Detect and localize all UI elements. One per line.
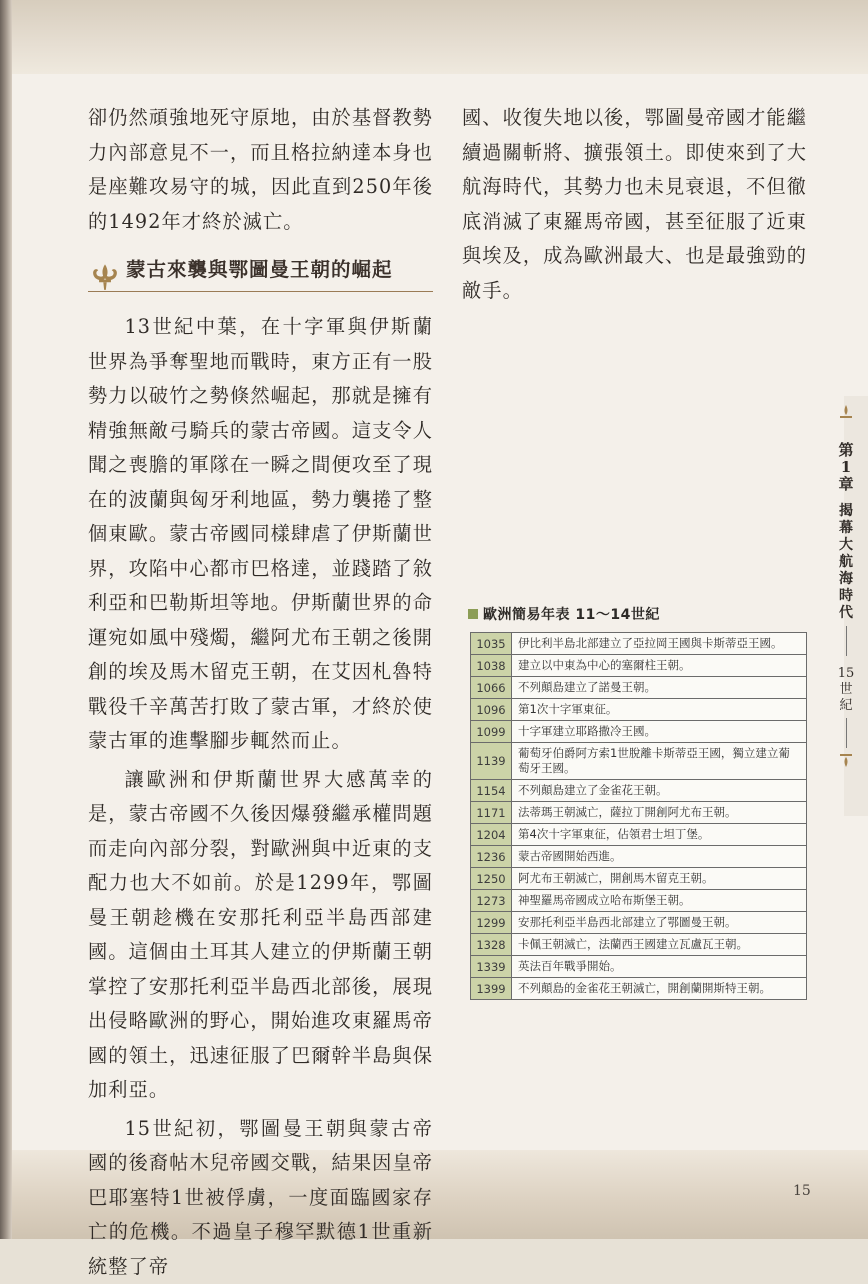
timeline-event: 伊比利半島北部建立了亞拉岡王國與卡斯蒂亞王國。 [512, 633, 807, 655]
section-heading [88, 253, 433, 292]
chapter-side-tab [831, 404, 861, 768]
timeline-year: 1139 [471, 743, 512, 780]
timeline-row [471, 956, 807, 978]
timeline-event: 不列顛島建立了金雀花王朝。 [512, 780, 807, 802]
timeline-year: 1099 [471, 721, 512, 743]
timeline-year: 1236 [471, 846, 512, 868]
timeline-row [471, 978, 807, 1000]
body-paragraph-2: 讓歐洲和伊斯蘭世界大感萬幸的是，蒙古帝國不久後因爆發繼承權問題而走向內部分裂，對歐洲與中近東的支配力也大不如前。於是1299年，鄂圖曼王朝趁機在安那托利亞半島西部建國。這個由土耳其人建立的伊斯蘭王朝掌控了安那托利亞半島西北部後，展現出侵略歐洲的野心，開始進攻東羅馬帝國的領土，迅速征服了巴爾幹半島與保加利亞。 [88, 763, 433, 1108]
timeline-row [471, 677, 807, 699]
timeline-year: 1299 [471, 912, 512, 934]
timeline-row [471, 699, 807, 721]
timeline-year: 1096 [471, 699, 512, 721]
timeline-row [471, 780, 807, 802]
chapter-number: 第 1 章 [831, 442, 861, 493]
timeline-row [471, 868, 807, 890]
timeline-year: 1171 [471, 802, 512, 824]
ornament-icon [839, 752, 853, 768]
fleur-de-lis-icon [88, 261, 122, 295]
timeline-year: 1339 [471, 956, 512, 978]
scan-top-margin [0, 0, 868, 74]
timeline-row [471, 802, 807, 824]
timeline-event: 不列顛島建立了諾曼王朝。 [512, 677, 807, 699]
timeline-row [471, 824, 807, 846]
page-number: 15 [793, 1183, 811, 1199]
timeline-event: 神聖羅馬帝國成立哈布斯堡王朝。 [512, 890, 807, 912]
timeline-event: 第1次十字軍東征。 [512, 699, 807, 721]
timeline-event: 安那托利亞半島西北部建立了鄂圖曼王朝。 [512, 912, 807, 934]
timeline-event: 阿尤布王朝滅亡，開創馬木留克王朝。 [512, 868, 807, 890]
timeline-row [471, 721, 807, 743]
right-text-column [462, 101, 807, 308]
chapter-era: 15 世 紀 [831, 666, 861, 714]
timeline-event: 第4次十字軍東征，佔領君士坦丁堡。 [512, 824, 807, 846]
timeline-event: 蒙古帝國開始西進。 [512, 846, 807, 868]
timeline-year: 1273 [471, 890, 512, 912]
timeline-year: 1154 [471, 780, 512, 802]
timeline-row [471, 890, 807, 912]
timeline-year: 1035 [471, 633, 512, 655]
timeline-year: 1204 [471, 824, 512, 846]
timeline-event: 不列顛島的金雀花王朝滅亡，開創蘭開斯特王朝。 [512, 978, 807, 1000]
timeline-table [470, 632, 807, 1000]
timeline-event: 卡佩王朝滅亡，法蘭西王國建立瓦盧瓦王朝。 [512, 934, 807, 956]
left-text-column [88, 101, 433, 1284]
timeline-row [471, 633, 807, 655]
body-paragraph-1: 13世紀中葉，在十字軍與伊斯蘭世界為爭奪聖地而戰時，東方正有一股勢力以破竹之勢倏然崛起，那就是擁有精強無敵弓騎兵的蒙古帝國。這支令人聞之喪膽的軍隊在一瞬之間便攻至了現在的波蘭與匈牙利地區，勢力襲捲了整個東歐。蒙古帝國同樣肆虐了伊斯蘭世界，攻陷中心都市巴格達，並踐踏了敘利亞和巴勒斯坦等地。伊斯蘭世界的命運宛如風中殘燭，繼阿尤布王朝之後開創的埃及馬木留克王朝，在艾因札魯特戰役千辛萬苦打敗了蒙古軍，才終於使蒙古軍的進擊腳步輒然而止。 [88, 310, 433, 759]
timeline-row [471, 655, 807, 677]
timeline-row [471, 743, 807, 780]
book-spine-shadow [0, 0, 12, 1239]
section-title: 蒙古來襲與鄂圖曼王朝的崛起 [126, 253, 393, 292]
timeline-title: 歐洲簡易年表 11～14世紀 [468, 604, 660, 624]
timeline-year: 1250 [471, 868, 512, 890]
chapter-subtitle: 揭 幕 大 航 海 時 代 [831, 503, 861, 622]
timeline-year: 1066 [471, 677, 512, 699]
continued-paragraph: 卻仍然頑強地死守原地，由於基督教勢力內部意見不一，而且格拉納達本身也是座難攻易守的城，因此直到250年後的1492年才終於滅亡。 [88, 101, 433, 239]
timeline-year: 1328 [471, 934, 512, 956]
body-paragraph-3: 15世紀初，鄂圖曼王朝與蒙古帝國的後裔帖木兒帝國交戰，結果因皇帝巴耶塞特1世被俘虜，一度面臨國家存亡的危機。不過皇子穆罕默德1世重新統整了帝 [88, 1112, 433, 1284]
timeline-event: 建立以中東為中心的塞爾柱王朝。 [512, 655, 807, 677]
timeline-row [471, 846, 807, 868]
continued-paragraph-right: 國、收復失地以後，鄂圖曼帝國才能繼續過關斬將、擴張領土。即使來到了大航海時代，其勢力也未見衰退，不但徹底消滅了東羅馬帝國，甚至征服了近東與埃及，成為歐洲最大、也是最強勁的敵手。 [462, 101, 807, 308]
timeline-event: 十字軍建立耶路撒冷王國。 [512, 721, 807, 743]
tab-divider [846, 626, 847, 656]
timeline-year: 1399 [471, 978, 512, 1000]
timeline-row [471, 934, 807, 956]
tab-divider-lower [846, 718, 847, 748]
timeline-row [471, 912, 807, 934]
timeline-year: 1038 [471, 655, 512, 677]
ornament-icon [839, 404, 853, 420]
timeline-event: 葡萄牙伯爵阿方索1世脫離卡斯蒂亞王國，獨立建立葡萄牙王國。 [512, 743, 807, 780]
square-bullet-icon [468, 609, 478, 619]
timeline-event: 英法百年戰爭開始。 [512, 956, 807, 978]
timeline-event: 法蒂瑪王朝滅亡，薩拉丁開創阿尤布王朝。 [512, 802, 807, 824]
